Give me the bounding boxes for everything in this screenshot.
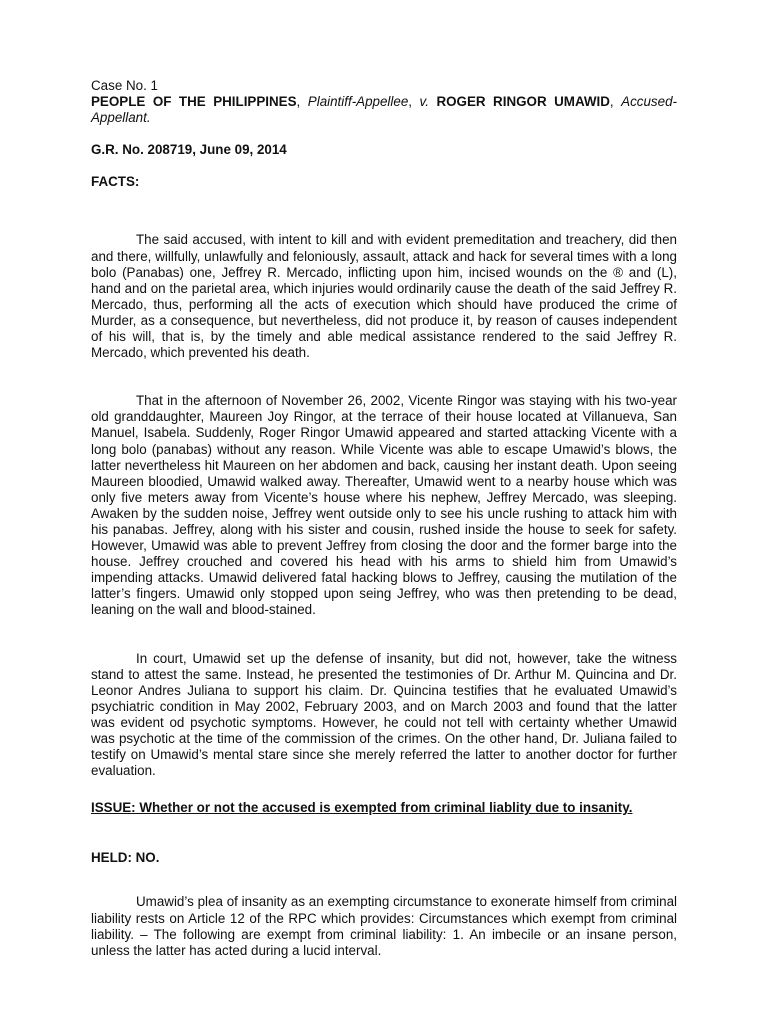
facts-paragraph-incident: That in the afternoon of November 26, 2002, Vicente Ringor was staying with his two-year old granddaughter, Maureen Joy Ringor, at the terrace of their house located at Villanueva, San Manuel, Isabela. Suddenly, Roger Ringor Umawid appeared and started attacking Vicente with a long bolo (panabas) without any reason. While Vicente was able to escape Umawid’s blows, the latter nevertheless hit Maureen on her abdomen and back, causing her instant death. Upon seeing Maureen bloodied, Umawid walked away. Thereafter, Umawid went to a nearby house which was only five meters away from Vicente’s house where his nephew, Jeffrey Mercado, was sleeping. Awaken by the sudden noise, Jeffrey went outside only to see his uncle rushing to attack him with his panabas. Jeffrey, along with his sister and cousin, rushed inside the house to seek for safety. However, Umawid was able to prevent Jeffrey from closing the door and the former barge into the house. Jeffrey crouched and covered his head with his arms to shield him from Umawid’s impending attacks. Umawid delivered fatal hacking blows to Jeffrey, causing the mutilation of the latter’s fingers. Umawid only stopped upon seing Jeffrey, who was then pretending to be dead, leaning on the wall and blood-stained.	[91, 393, 677, 618]
accused-name: ROGER RINGOR UMAWID	[436, 94, 610, 110]
case-number: Case No. 1	[91, 78, 158, 93]
accused-role: Accused-Appellant.	[91, 94, 677, 126]
held-heading: HELD: NO.	[91, 850, 160, 866]
plaintiff-name: PEOPLE OF THE PHILIPPINES	[91, 94, 297, 110]
gr-number: G.R. No. 208719, June 09, 2014	[91, 142, 287, 158]
facts-heading: FACTS:	[91, 174, 140, 190]
issue-statement: ISSUE: Whether or not the accused is exempted from criminal liablity due to insanity.	[91, 800, 633, 816]
versus: v.	[419, 94, 429, 110]
plaintiff-role: Plaintiff-Appellee	[307, 94, 409, 110]
case-caption: PEOPLE OF THE PHILIPPINES, Plaintiff-Appellee, v. ROGER RINGOR UMAWID, Accused-Appellant.	[91, 94, 677, 126]
held-paragraph: Umawid’s plea of insanity as an exempting circumstance to exonerate himself from criminal liability rests on Article 12 of the RPC which provides: Circumstances which exempt from criminal liability. – The following are exempt from criminal liability: 1. An imbecile or an insane person, unless the latter has acted during a lucid interval.	[91, 894, 677, 958]
facts-paragraph-information: The said accused, with intent to kill and with evident premeditation and treachery, did then and there, willfully, unlawfully and feloniously, assault, attack and hack for several times with a long bolo (Panabas) one, Jeffrey R. Mercado, inflicting upon him, incised wounds on the ® and (L), hand and on the parietal area, which injuries would ordinarily cause the death of the said Jeffrey R. Mercado, thus, performing all the acts of execution which should have produced the crime of Murder, as a consequence, but nevertheless, did not produce it, by reason of causes independent of his will, that is, by the timely and able medical assistance rendered to the said Jeffrey R. Mercado, which prevented his death.	[91, 232, 677, 361]
facts-paragraph-defense: In court, Umawid set up the defense of insanity, but did not, however, take the witness stand to attest the same. Instead, he presented the testimonies of Dr. Arthur M. Quincina and Dr. Leonor Andres Juliana to support his claim. Dr. Quincina testifies that he evaluated Umawid’s psychiatric condition in May 2002, February 2003, and on March 2003 and found that the latter was evident od psychotic symptoms. However, he could not tell with certainty whether Umawid was psychotic at the time of the commission of the crimes. On the other hand, Dr. Juliana failed to testify on Umawid’s mental stare since she merely referred the latter to another doctor for further evaluation.	[91, 650, 677, 779]
document-page	[91, 78, 677, 959]
